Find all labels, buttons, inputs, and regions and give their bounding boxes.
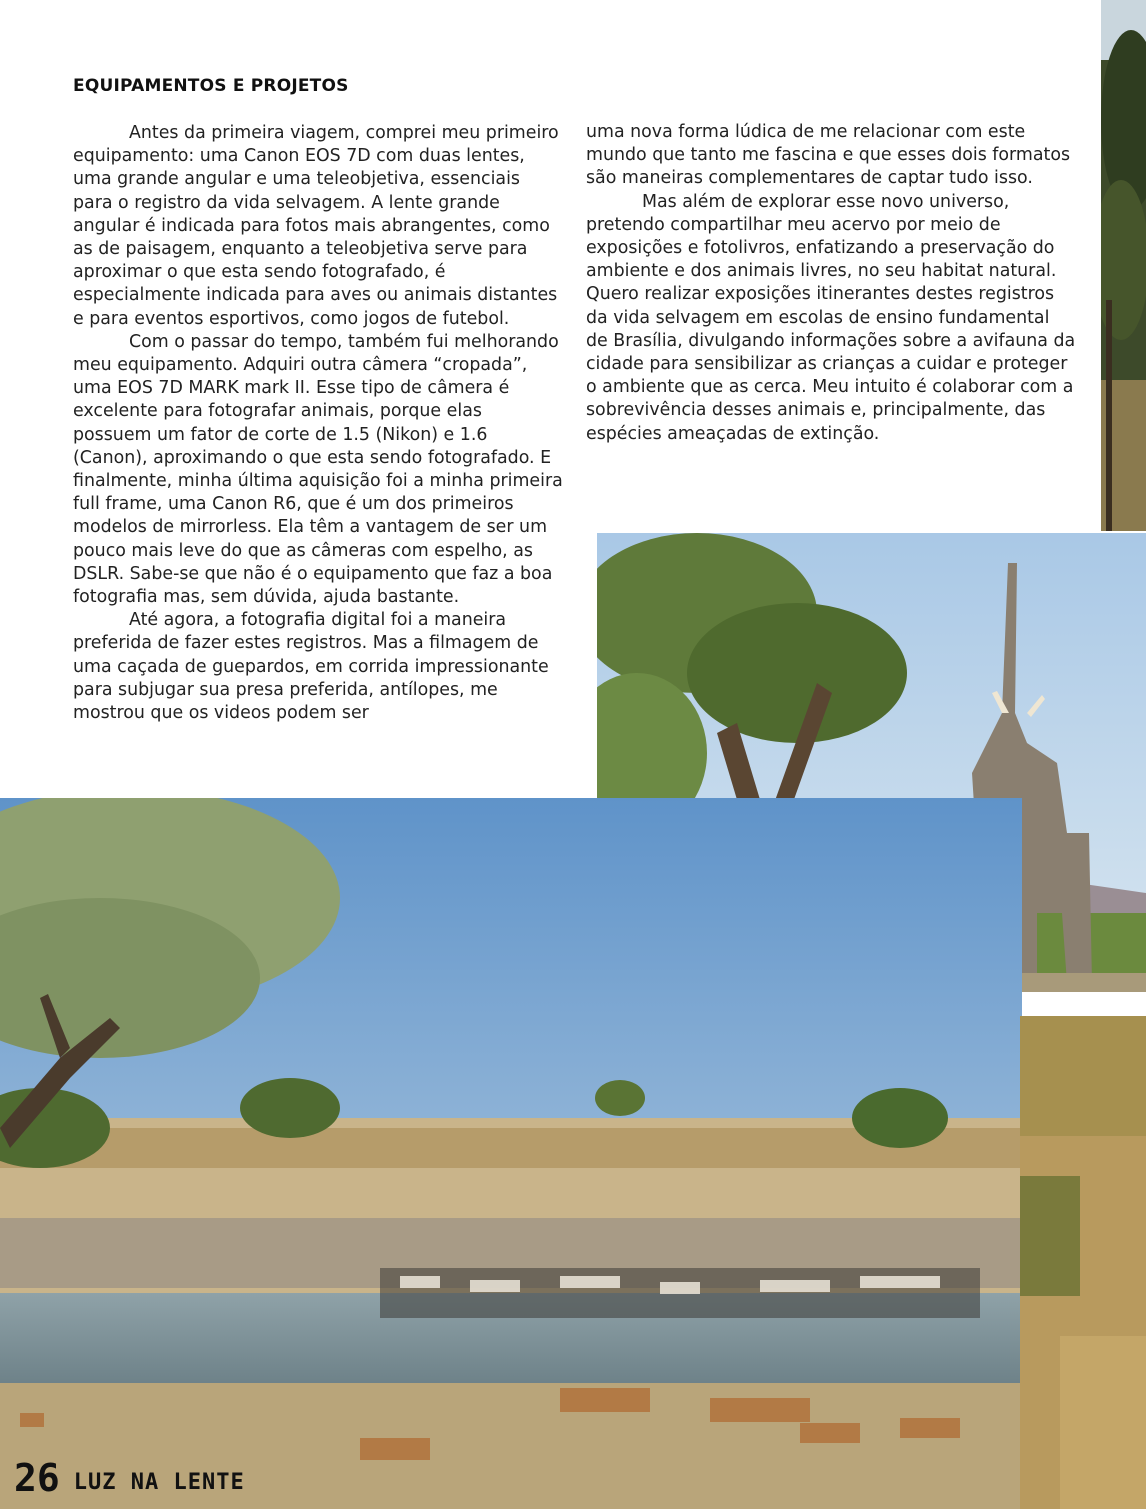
paragraph: uma nova forma lúdica de me relacionar com este mundo que tanto me fascina e que esses dois formatos são maneiras complementares de captar tudo isso. [586,122,1071,189]
right-text-column [586,121,1076,446]
paragraph: Mas além de explorar esse novo universo, pretendo compartilhar meu acervo por meio de exposições e fotolivros, enfatizando a preservação do ambiente e dos animais livres, no seu habitat natural. Quero realizar exposições itinerantes destes registros da vida selvagem em escolas de ensino fundamental de Brasília, divulgando informações sobre a avifauna da cidade para sensibilizar as crianças a cuidar e proteger o ambiente que as cerca. Meu intuito é colaborar com a sobrevivência desses animais e, principalmente, das espécies ameaçadas de extinção. [586,191,1076,444]
page-number: 26 [14,1456,60,1500]
paragraph: Antes da primeira viagem, comprei meu primeiro equipamento: uma Canon EOS 7D com duas lentes, uma grande angular e uma teleobjetiva, essenciais para o registro da vida selvagem. A lente grande angular é indicada para fotos mais abrangentes, como as de paisagem, enquanto a teleobjetiva serve para aproximar o que esta sendo fotografado, é especialmente indicada para aves ou animais distantes e para eventos esportivos, como jogos de futebol. [73,123,559,329]
paragraph: Com o passar do tempo, também fui melhorando meu equipamento. Adquiri outra câmera “cropada”, uma EOS 7D MARK mark II. Esse tipo de câmera é excelente para fotografar animais, porque elas possuem um fator de corte de 1.5 (Nikon) e 1.6 (Canon), aproximando o que esta sendo fotografado. E finalmente, minha última aquisição foi a minha primeira full frame, uma Canon R6, que é um dos primeiros modelos de mirrorless. Ela têm a vantagem de ser um pouco mais leve do que as câmeras com espelho, as DSLR. Sabe-se que não é o equipamento que faz a boa fotografia mas, sem dúvida, ajuda bastante. [73,331,563,608]
left-text-column [73,122,563,725]
magazine-name: LUZ NA LENTE [73,1470,245,1495]
section-heading: EQUIPAMENTOS E PROJETOS [73,76,349,96]
tree-photo-strip [1101,0,1146,531]
page-footer [14,1453,245,1500]
paragraph: Até agora, a fotografia digital foi a maneira preferida de fazer estes registros. Mas a filmagem de uma caçada de guepardos, em corrida impressionante para subjugar sua presa preferida, antílopes, me mostrou que os videos podem ser [73,610,549,724]
savanna-waterhole-photo [0,798,1022,1509]
grass-photo-strip [1020,1016,1146,1509]
